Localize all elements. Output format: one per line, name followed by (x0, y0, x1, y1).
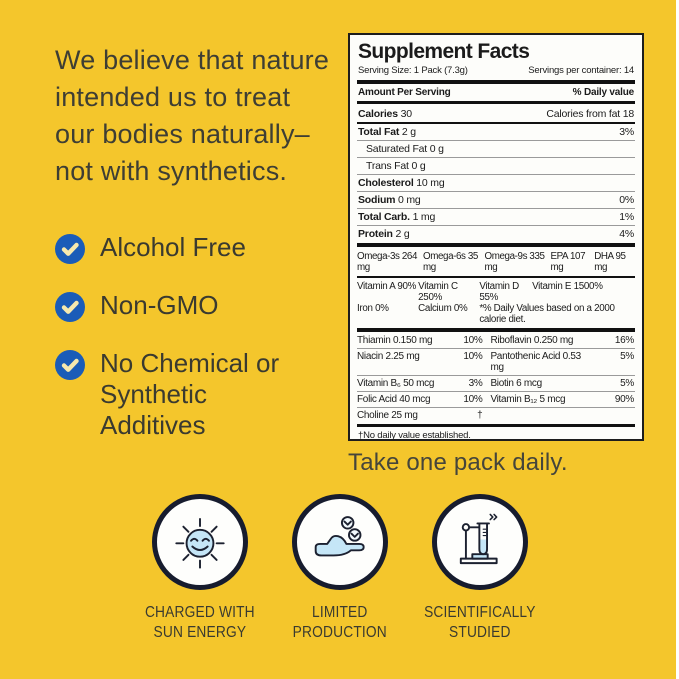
test-tube-icon (432, 494, 528, 590)
vitamin-row-1 (357, 279, 635, 303)
nutrient-amount: 10 mg (413, 177, 445, 189)
b-vitamin-left-dv: 10% (463, 334, 483, 346)
badge-label-line: STUDIED (449, 624, 511, 641)
b-vitamin-right: Vitamin B₁₂ 5 mcg (490, 393, 566, 405)
nutrient-row (357, 226, 635, 242)
vitamin-item: Vitamin D 55% (479, 280, 519, 303)
headline-line: We believe that nature (55, 45, 330, 75)
divider-thick (357, 80, 635, 84)
nutrient-name-amount (358, 228, 410, 240)
badge-label (145, 603, 255, 643)
b-vitamin-left: Folic Acid 40 mcg (357, 393, 431, 405)
badge-label-line: SUN ENERGY (153, 624, 247, 641)
vitamin-item: Calcium 0% (418, 302, 468, 314)
headline (55, 42, 329, 190)
nutrient-dv: 3% (619, 126, 634, 138)
nutrient-row (357, 124, 635, 141)
nutrient-amount: 2 g (399, 126, 416, 138)
badge-label-line: CHARGED WITH (145, 604, 255, 621)
badge-label-line: LIMITED (312, 604, 368, 621)
nutrient-name: Saturated Fat (366, 143, 428, 155)
b-vitamin-left-dv: 10% (463, 350, 483, 362)
vitamin-item: Iron 0% (357, 302, 389, 314)
footnote: †No daily value established. (357, 428, 635, 442)
b-vitamin-row (357, 333, 635, 349)
nutrient-name: Total Fat (358, 126, 400, 138)
nutrient-row (357, 175, 635, 192)
headline-line: not with synthetics. (55, 156, 288, 186)
serving-row (357, 65, 635, 79)
b-vitamin-left-dv: 10% (463, 393, 483, 405)
b-vitamin-table (357, 333, 635, 423)
check-circle-icon (55, 292, 85, 322)
benefit-item (55, 348, 315, 441)
divider-thick (357, 424, 635, 427)
amount-per-serving-header (357, 85, 635, 100)
calories-value: 30 (400, 107, 412, 120)
nutrient-row (357, 141, 635, 158)
badge-label (293, 603, 387, 643)
headline-line: intended us to treat (55, 82, 291, 112)
b-vitamin-left-dv: 3% (468, 377, 483, 389)
b-vitamin-right-dv: 16% (614, 334, 634, 346)
supplement-facts-title: Supplement Facts (358, 40, 530, 63)
benefits-list (55, 232, 315, 441)
divider-thin (357, 276, 635, 278)
daily-value-label: % Daily value (572, 87, 634, 98)
calories (358, 108, 412, 120)
omega-item: Omega-3s 264 mg (357, 250, 418, 273)
vitamin-item: Vitamin C 250% (418, 280, 458, 303)
b-vitamin-left: Vitamin B₆ 50 mcg (357, 377, 435, 389)
badge-limited-production (285, 494, 395, 643)
amount-per-serving-label: Amount Per Serving (358, 87, 451, 98)
nutrient-rows (357, 124, 635, 242)
omega-item: Omega-6s 35 mg (422, 250, 478, 273)
b-vitamin-left: Choline 25 mg (357, 409, 418, 421)
b-vitamin-row (357, 349, 635, 376)
b-vitamin-left: Thiamin 0.150 mg (357, 334, 433, 346)
nutrient-name-amount (358, 126, 416, 138)
omega-item: DHA 95 mg (594, 250, 626, 273)
b-vitamin-right: Riboflavin 0.250 mg (490, 334, 574, 346)
nutrient-name-amount (366, 143, 444, 155)
nutrient-amount: 0 g (427, 143, 444, 155)
b-vitamin-right: Biotin 6 mcg (490, 377, 542, 389)
divider-thick (357, 328, 635, 332)
benefit-item (55, 232, 315, 264)
nutrient-dv: 4% (619, 228, 634, 240)
b-vitamin-right: Pantothenic Acid 0.53 mg (490, 350, 581, 373)
b-vitamin-right-dv: 5% (620, 350, 634, 362)
b-vitamin-right-dv (596, 410, 635, 421)
nutrient-amount: 2 g (392, 228, 410, 240)
benefit-label: No Chemical or Synthetic Additives (100, 348, 280, 440)
omega-row (357, 248, 635, 275)
nutrient-name: Trans Fat (366, 160, 409, 172)
supplement-facts-panel (348, 33, 644, 441)
vitamin-item: Vitamin E 1500% (532, 280, 603, 292)
nutrient-row (357, 209, 635, 226)
benefit-label: Non-GMO (100, 290, 219, 320)
calories-label: Calories (358, 107, 398, 120)
divider-thick (357, 101, 635, 104)
nutrient-dv: 0% (619, 194, 634, 206)
nutrient-name: Total Carb. (358, 211, 410, 223)
benefit-label: Alcohol Free (100, 232, 246, 262)
vitamin-item: *% Daily Values based on a 2000 calorie diet. (479, 302, 615, 325)
b-vitamin-left: Niacin 2.25 mg (357, 350, 420, 362)
nutrient-name-amount (358, 211, 435, 223)
b-vitamin-left-dv: † (477, 409, 483, 421)
check-circle-icon (55, 350, 85, 380)
nutrient-name: Protein (358, 228, 393, 240)
b-vitamin-row (357, 376, 635, 392)
badge-scientifically-studied (425, 494, 535, 643)
b-vitamin-right-dv: 90% (614, 393, 634, 405)
servings-per-container: Servings per container: 14 (528, 65, 634, 76)
vitamin-item: Vitamin A 90% (357, 280, 417, 292)
nutrient-name-amount (366, 160, 425, 172)
divider-thick (357, 243, 635, 247)
vitamin-row-2 (357, 303, 635, 327)
b-vitamin-right (490, 410, 596, 421)
nutrient-row (357, 158, 635, 175)
badge-sun-energy (145, 494, 255, 643)
nutrient-row (357, 192, 635, 209)
b-vitamin-row (357, 392, 635, 408)
b-vitamin-right-dv: 5% (620, 377, 634, 389)
nutrient-name: Cholesterol (358, 177, 414, 189)
benefit-item (55, 290, 315, 322)
omega-item: EPA 107 mg (550, 250, 586, 273)
check-circle-icon (55, 234, 85, 264)
calories-from-fat: Calories from fat 18 (546, 107, 634, 120)
badge-label-line: SCIENTIFICALLY (424, 604, 536, 621)
headline-line: our bodies naturally– (55, 119, 310, 149)
nutrient-name-amount (358, 194, 421, 206)
badges-row (145, 494, 535, 643)
omega-item: Omega-9s 335 mg (484, 250, 545, 273)
hand-pills-icon (292, 494, 388, 590)
directions-text: Take one pack daily. (348, 449, 568, 476)
nutrient-name-amount (358, 177, 444, 189)
calories-row (357, 105, 635, 124)
badge-label-line: PRODUCTION (292, 624, 388, 641)
nutrient-amount: 0 mg (395, 194, 421, 206)
nutrient-name: Sodium (358, 194, 396, 206)
sun-smiley-icon (152, 494, 248, 590)
nutrient-dv: 1% (619, 211, 634, 223)
nutrient-amount: 1 mg (409, 211, 436, 223)
nutrient-amount: 0 g (408, 160, 426, 172)
badge-label (424, 603, 536, 643)
b-vitamin-row (357, 408, 635, 423)
serving-size: Serving Size: 1 Pack (7.3g) (358, 65, 468, 76)
